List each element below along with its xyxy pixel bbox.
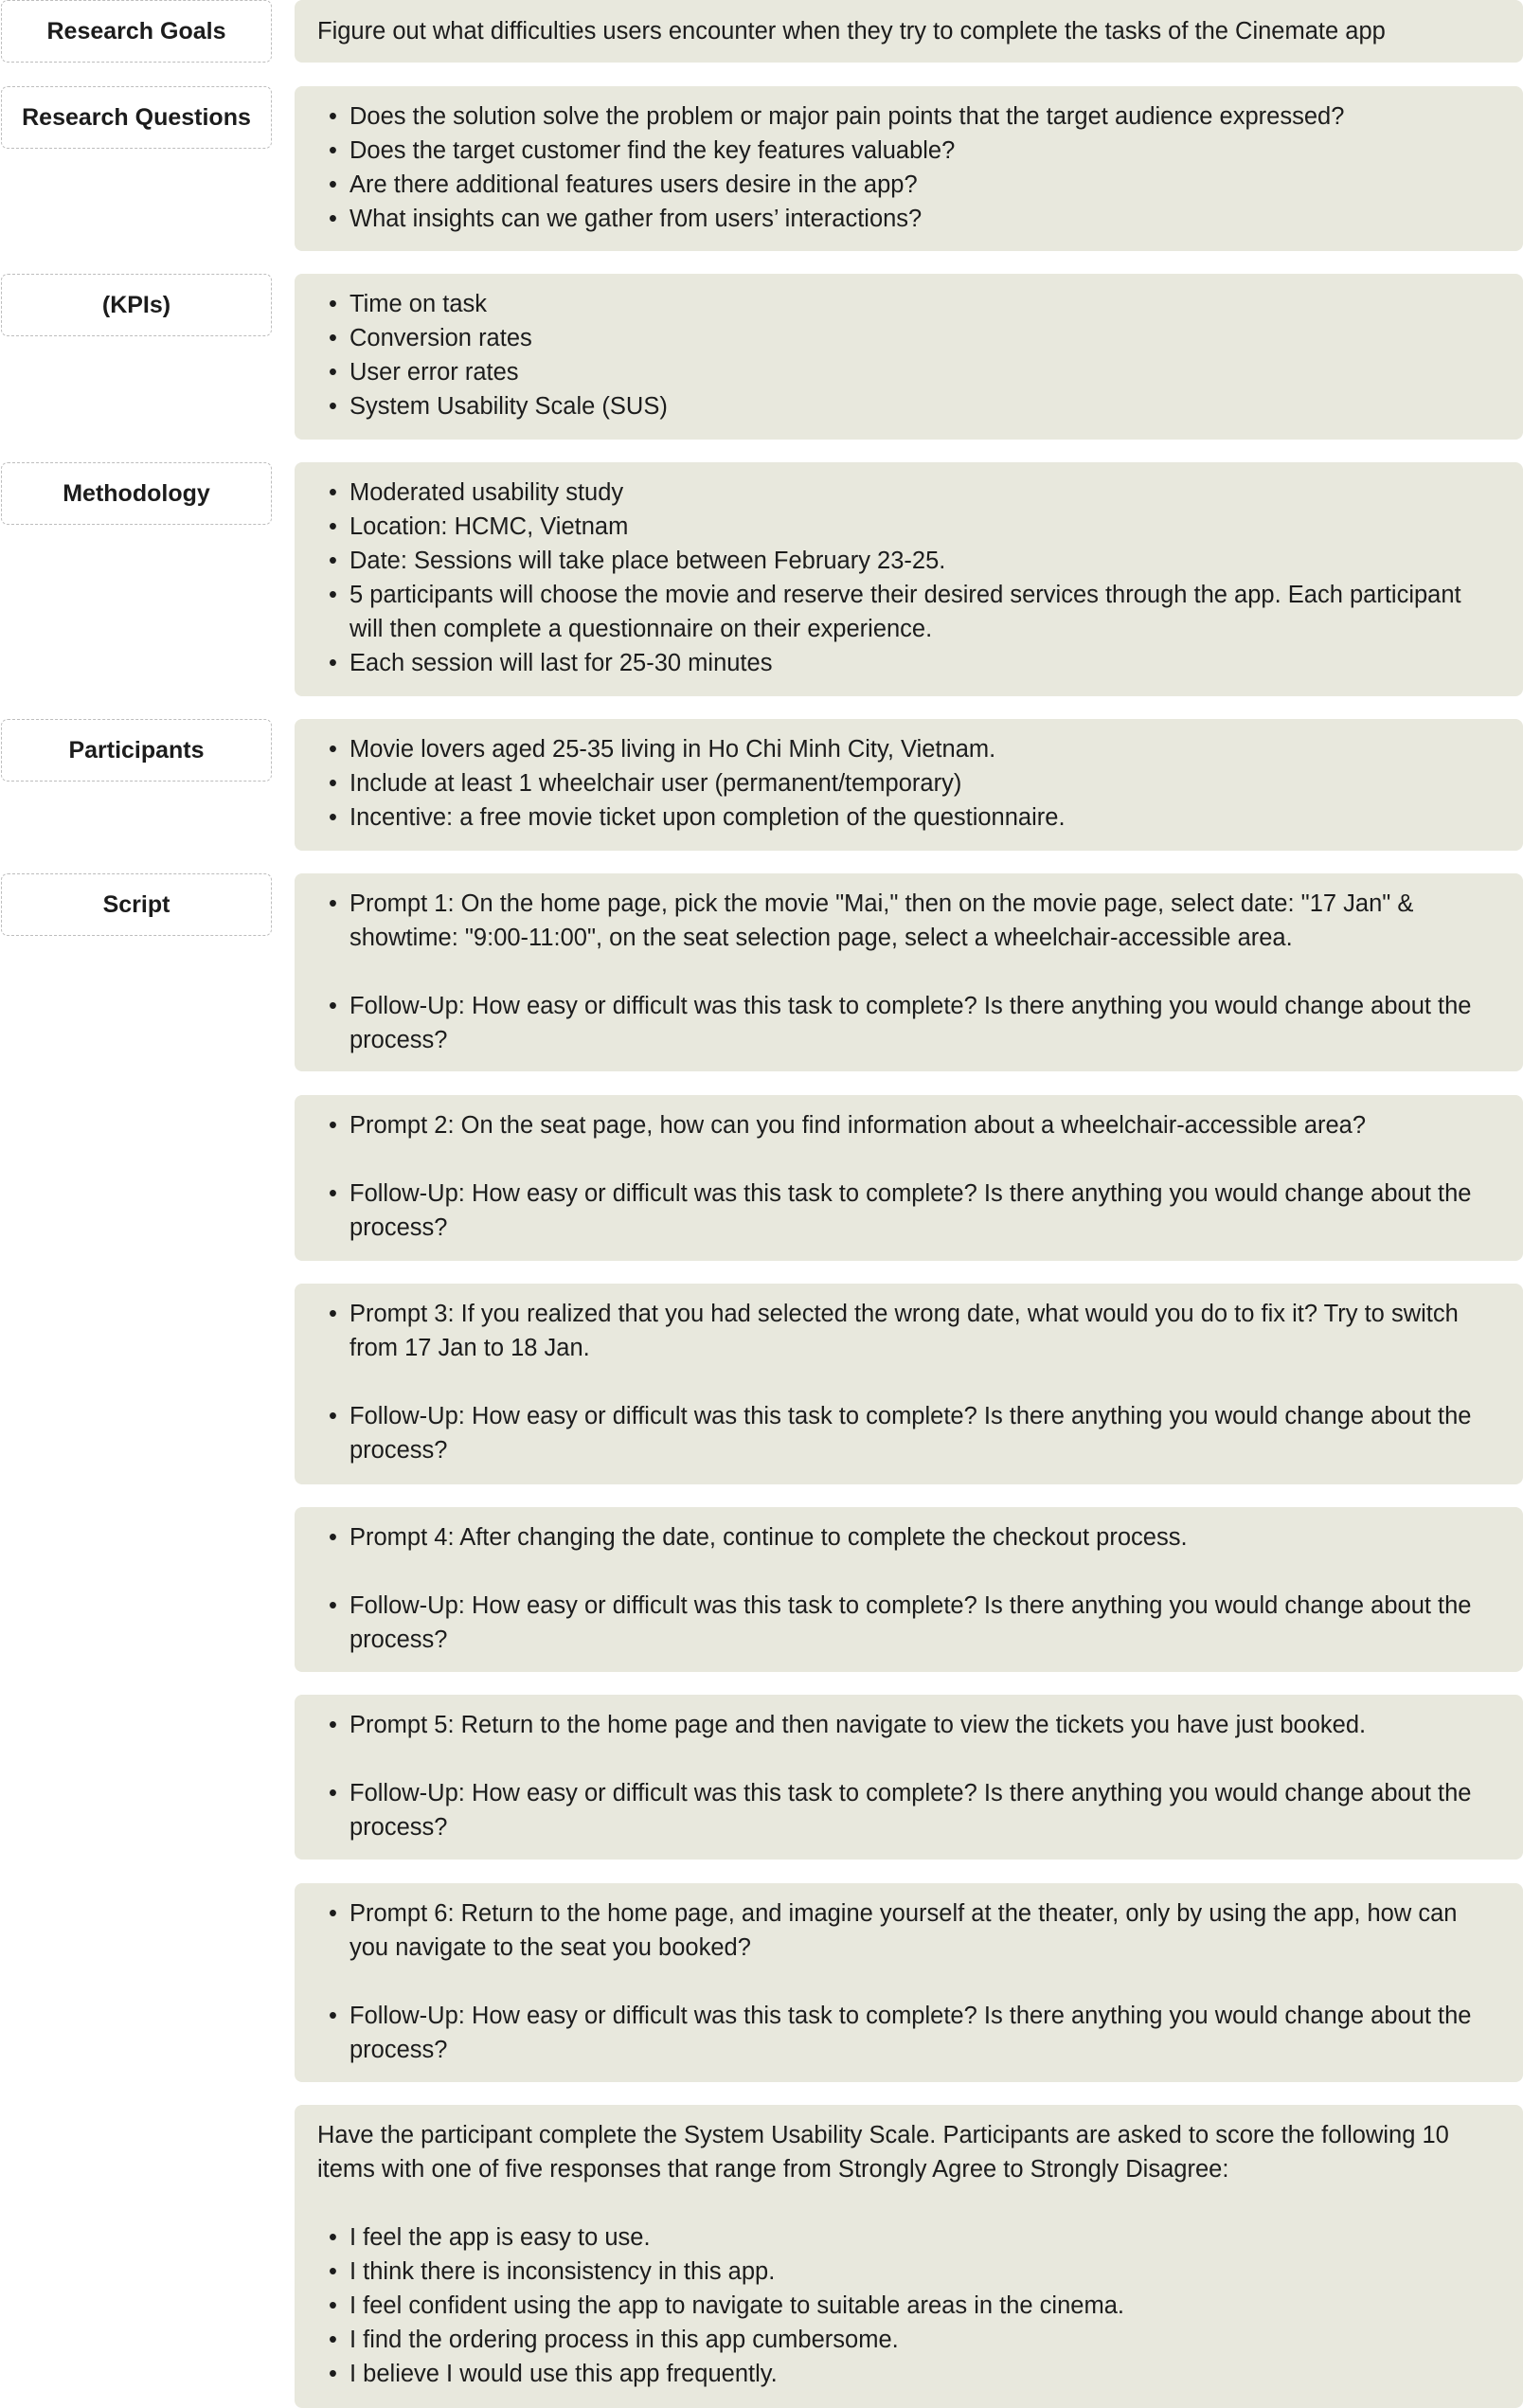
list-item: • Time on task xyxy=(317,287,1500,321)
sus-intro: Have the participant complete the System Usability Scale. Participants are asked to score the following 10 items with one of five responses that range from Strongly Agree to Strongly Disagree: xyxy=(317,2122,1449,2183)
list-item: • Include at least 1 wheelchair user (permanent/temporary) xyxy=(317,766,1500,800)
list-item: • Date: Sessions will take place between February 23-25. xyxy=(317,544,1500,578)
research-questions-box xyxy=(295,86,1523,251)
list-item: • Incentive: a free movie ticket upon completion of the questionnaire. xyxy=(317,800,1500,835)
script-prompt-3-box xyxy=(295,1284,1523,1484)
list-item: • What insights can we gather from users’ interactions? xyxy=(317,202,1500,236)
followup-text: • Follow-Up: How easy or difficult was this task to complete? Is there anything you would change about the process? xyxy=(317,1177,1500,1245)
kpis-box xyxy=(295,274,1523,440)
list-item: • Are there additional features users desire in the app? xyxy=(317,168,1500,202)
prompt-text: • Prompt 6: Return to the home page, and imagine yourself at the theater, only by using the app, how can you navigate to the seat you booked? xyxy=(317,1896,1500,1965)
script-prompt-2-box xyxy=(295,1095,1523,1261)
prompt-text: • Prompt 4: After changing the date, continue to complete the checkout process. xyxy=(317,1520,1500,1554)
followup-text: • Follow-Up: How easy or difficult was this task to complete? Is there anything you would change about the process? xyxy=(317,1776,1500,1844)
methodology-box xyxy=(295,462,1523,696)
list-item: • User error rates xyxy=(317,355,1500,389)
sus-item: • I believe I would use this app frequently. xyxy=(317,2357,1500,2391)
script-prompt-6-box xyxy=(295,1883,1523,2082)
label-script: Script xyxy=(1,873,272,936)
list-item: • Conversion rates xyxy=(317,321,1500,355)
sus-item: • I find the ordering process in this app cumbersome. xyxy=(317,2323,1500,2357)
followup-text: • Follow-Up: How easy or difficult was this task to complete? Is there anything you would change about the process? xyxy=(317,1589,1500,1657)
sus-item: • I think there is inconsistency in this app. xyxy=(317,2255,1500,2289)
script-prompt-5-box xyxy=(295,1695,1523,1860)
label-participants: Participants xyxy=(1,719,272,782)
label-research-goals: Research Goals xyxy=(1,0,272,63)
research-goals-text: Figure out what difficulties users encounter when they try to complete the tasks of the Cinemate app xyxy=(317,18,1386,45)
list-item: • Moderated usability study xyxy=(317,476,1500,510)
list-item: • 5 participants will choose the movie and reserve their desired services through the app. Each participant will then complete a questionnaire on their experience. xyxy=(317,578,1500,646)
prompt-text: • Prompt 2: On the seat page, how can you find information about a wheelchair-accessible area? xyxy=(317,1108,1500,1142)
label-kpis: (KPIs) xyxy=(1,274,272,336)
list-item: • Does the target customer find the key features valuable? xyxy=(317,134,1500,168)
prompt-text: • Prompt 1: On the home page, pick the movie "Mai," then on the movie page, select date: "17 Jan" & showtime: "9:00-11:00", on the seat selection page, select a wheelchair-accessible area. xyxy=(317,887,1500,955)
list-item: • System Usability Scale (SUS) xyxy=(317,389,1500,423)
label-methodology: Methodology xyxy=(1,462,272,525)
prompt-text: • Prompt 3: If you realized that you had selected the wrong date, what would you do to fix it? Try to switch from 17 Jan to 18 Jan. xyxy=(317,1297,1500,1365)
sus-item: • I feel the app is easy to use. xyxy=(317,2220,1500,2255)
script-prompt-4-box xyxy=(295,1507,1523,1672)
sus-box xyxy=(295,2105,1523,2408)
followup-text: • Follow-Up: How easy or difficult was this task to complete? Is there anything you would change about the process? xyxy=(317,1999,1500,2067)
prompt-text: • Prompt 5: Return to the home page and then navigate to view the tickets you have just booked. xyxy=(317,1708,1500,1742)
list-item: • Location: HCMC, Vietnam xyxy=(317,510,1500,544)
followup-text: • Follow-Up: How easy or difficult was this task to complete? Is there anything you would change about the process? xyxy=(317,1399,1500,1467)
list-item: • Movie lovers aged 25-35 living in Ho Chi Minh City, Vietnam. xyxy=(317,732,1500,766)
research-goals-box xyxy=(295,0,1523,63)
participants-box xyxy=(295,719,1523,851)
list-item: • Each session will last for 25-30 minutes xyxy=(317,646,1500,680)
followup-text: • Follow-Up: How easy or difficult was this task to complete? Is there anything you would change about the process? xyxy=(317,989,1500,1057)
label-research-questions: Research Questions xyxy=(1,86,272,149)
sus-item: • I feel confident using the app to navigate to suitable areas in the cinema. xyxy=(317,2289,1500,2323)
list-item: • Does the solution solve the problem or major pain points that the target audience expressed? xyxy=(317,99,1500,134)
script-prompt-1-box xyxy=(295,873,1523,1071)
